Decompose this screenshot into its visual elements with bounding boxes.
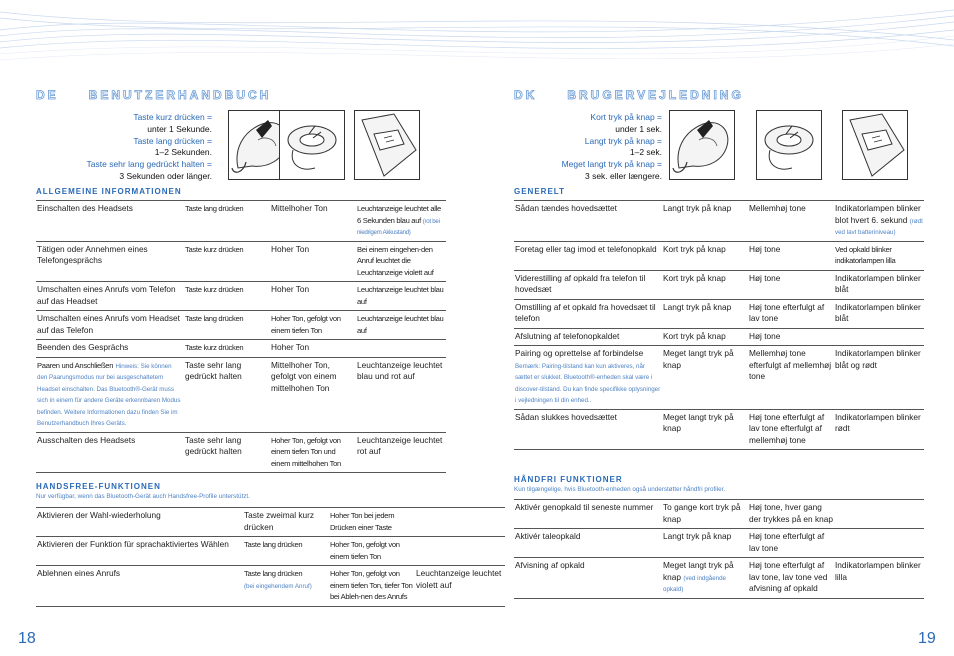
key-value: under 1 sek. (615, 123, 662, 134)
tone-cell: Høj tone (748, 328, 834, 346)
headset-illustration-3 (354, 110, 420, 180)
function-cell: Ablehnen eines Anrufs (36, 566, 243, 607)
indicator-cell: Indikatorlampen blinker blåt (834, 299, 924, 328)
action-cell: Taste kurz drücken (184, 340, 270, 358)
indicator-cell (834, 328, 924, 346)
indicator-cell: Indikatorlampen blinker rødt (834, 409, 924, 450)
function-cell: Foretag eller tag imod et telefonopkald (514, 241, 662, 270)
section-heading-handsfree-de: HANDSFREE-FUNKTIONEN (36, 482, 161, 491)
tone-cell: Høj tone, hver gang der trykkes på en knap (748, 500, 834, 529)
action-cell: Taste kurz drücken (184, 241, 270, 282)
table-row (36, 357, 446, 432)
action-note: (ved indgående opkald) (663, 574, 726, 593)
action-cell (243, 566, 329, 607)
table-row (36, 432, 446, 473)
table-row (514, 409, 924, 450)
action-cell: Taste zweimal kurz drücken (243, 508, 329, 537)
indicator-cell (356, 340, 446, 358)
indicator-cell: Leuchtanzeige leuchtet blau und rot auf (356, 357, 446, 432)
page-number-right: 19 (918, 630, 936, 647)
handsfree-table-de (36, 507, 505, 607)
indicator-cell (415, 508, 505, 537)
function-cell: Aktivér genopkald til seneste nummer (514, 500, 662, 529)
tone-cell: Høj tone efterfulgt af lav tone (748, 529, 834, 558)
function-cell: Aktivieren der Funktion für sprachaktiviertes Wählen (36, 537, 243, 566)
action-cell: Langt tryk på knap (662, 299, 748, 328)
function-note: Hinweis: Sie können den Paarungsmodus nur bei ausgeschaltetem Headset einschalten. Das Bluetooth®-Gerät muss sich in einem für andere Geräte erkennbaren Modus befinden. Weitere Informationen dazu finden Sie im Benutzerhandbuch Ihres Geräts. (37, 362, 181, 427)
indicator-cell: Indikatorlampen blinker blåt (834, 270, 924, 299)
action-cell: To gange kort tryk på knap (662, 500, 748, 529)
page-dk (514, 0, 936, 656)
tone-cell: Høj tone (748, 241, 834, 270)
indicator-cell: Indikatorlampen blinker lilla (834, 558, 924, 599)
indicator-cell: Ved opkald blinker indikatorlampen lilla (834, 241, 924, 270)
indicator-text: Leuchtanzeige leuchtet alle 6 Sekunden blau auf (357, 204, 441, 225)
page-title-dk (514, 88, 744, 102)
indicator-text: Indikatorlampen blinker blot hvert 6. sekund (835, 203, 921, 225)
indicator-cell: Leuchtanzeige leuchtet rot auf (356, 432, 446, 473)
key-label: Taste sehr lang gedrückt halten = (86, 159, 212, 170)
indicator-cell (415, 537, 505, 566)
table-row (514, 346, 924, 410)
table-row (36, 340, 446, 358)
action-cell (662, 558, 748, 599)
lang-code: DK (514, 88, 538, 102)
action-cell: Taste sehr lang gedrückt halten (184, 357, 270, 432)
function-text: Paaren und Anschließen (37, 360, 114, 370)
key-value: 3 sek. eller længere. (584, 170, 662, 181)
function-cell: Sådan tændes hovedsættet (514, 201, 662, 242)
action-note: (bei eingehendem Anruf) (244, 582, 312, 590)
tone-cell: Hoher Ton, gefolgt von einem tiefen Ton (270, 311, 356, 340)
tone-cell: Hoher Ton, gefolgt von einem tiefen Ton und einem mittelhohen Ton (270, 432, 356, 473)
function-cell: Beenden des Gesprächs (36, 340, 184, 358)
indicator-cell: Leuchtanzeige leuchtet blau auf (356, 282, 446, 311)
action-cell: Taste lang drücken (184, 311, 270, 340)
tone-cell: Mellemhøj tone efterfulgt af mellemhøj tone (748, 346, 834, 410)
page-title-de (36, 88, 271, 102)
key-label: Meget langt tryk på knap = (561, 159, 662, 170)
tone-cell: Mittelhoher Ton, gefolgt von einem mittelhohen Ton (270, 357, 356, 432)
page-de (18, 0, 502, 656)
action-cell: Meget langt tryk på knap (662, 346, 748, 410)
tone-cell: Hoher Ton (270, 340, 356, 358)
tone-cell: Hoher Ton bei jedem Drücken einer Taste (329, 508, 415, 537)
table-row (36, 537, 505, 566)
headset-illustration-1 (669, 110, 735, 180)
handsfree-note-dk: Kun tilgængelige, hvis Bluetooth-enheden også understøtter håndfri profiler. (514, 486, 726, 493)
action-cell: Taste kurz drücken (184, 282, 270, 311)
tone-cell: Hoher Ton, gefolgt von einem tiefen Ton (329, 537, 415, 566)
function-text: Pairing og oprettelse af forbindelse (515, 348, 644, 358)
function-cell: Einschalten des Headsets (36, 201, 184, 242)
general-table-dk (514, 200, 924, 450)
table-row (36, 282, 446, 311)
action-text: Taste lang drücken (244, 569, 303, 578)
indicator-cell: Indikatorlampen blinker blåt og rødt (834, 346, 924, 410)
action-cell: Langt tryk på knap (662, 201, 748, 242)
key-label: Langt tryk på knap = (584, 135, 662, 146)
table-row (514, 328, 924, 346)
indicator-cell (356, 201, 446, 242)
table-row (514, 500, 924, 529)
key-value: 3 Sekunden oder länger. (119, 170, 212, 181)
headset-illustration-2 (279, 110, 345, 180)
tone-cell: Høj tone (748, 270, 834, 299)
function-cell: Omstilling af et opkald fra hovedsæt til telefon (514, 299, 662, 328)
tone-cell: Høj tone efterfulgt af lav tone, lav tone ved afvisning af opkald (748, 558, 834, 599)
headset-illustration-3 (842, 110, 908, 180)
key-value: unter 1 Sekunde. (147, 123, 212, 134)
tone-cell: Hoher Ton, gefolgt von einem tiefen Ton, tiefer Ton bei Ableh-nen des Anrufs (329, 566, 415, 607)
indicator-cell (834, 201, 924, 242)
indicator-note: (rødt ved lavt batteriniveau) (835, 217, 923, 236)
table-row (514, 299, 924, 328)
key-value: 1–2 Sekunden. (154, 147, 212, 158)
tone-cell: Høj tone efterfulgt af lav tone (748, 299, 834, 328)
function-cell: Tätigen oder Annehmen eines Telefongesprächs (36, 241, 184, 282)
general-table-de (36, 200, 446, 473)
table-row (36, 566, 505, 607)
action-cell: Kort tryk på knap (662, 328, 748, 346)
action-cell: Taste lang drücken (243, 537, 329, 566)
table-row (36, 311, 446, 340)
headset-illustration-2 (756, 110, 822, 180)
table-row (36, 241, 446, 282)
key-label: Taste kurz drücken = (133, 112, 212, 122)
tone-cell: Mittelhoher Ton (270, 201, 356, 242)
function-cell: Umschalten eines Anrufs vom Telefon auf das Headset (36, 282, 184, 311)
key-label: Taste lang drücken = (133, 135, 212, 146)
indicator-cell: Bei einem eingehen-den Anruf leuchtet die Leuchtanzeige violett auf (356, 241, 446, 282)
function-cell: Ausschalten des Headsets (36, 432, 184, 473)
function-cell: Sådan slukkes hovedsættet (514, 409, 662, 450)
table-row (36, 508, 505, 537)
function-cell (36, 357, 184, 432)
table-row (514, 270, 924, 299)
key-value: 1–2 sek. (629, 147, 662, 158)
table-row (514, 201, 924, 242)
title-text: BENUTZERHANDBUCH (88, 88, 272, 102)
table-row (514, 529, 924, 558)
function-cell (514, 346, 662, 410)
table-row (514, 558, 924, 599)
tone-cell: Hoher Ton (270, 282, 356, 311)
section-heading-general-dk: GENERELT (514, 187, 565, 196)
indicator-note: (rot bei niedrigem Akkustand) (357, 217, 440, 236)
key-legend-de (87, 112, 212, 183)
indicator-cell (834, 529, 924, 558)
table-row (514, 241, 924, 270)
action-cell: Taste sehr lang gedrückt halten (184, 432, 270, 473)
function-cell: Afslutning af telefonopkaldet (514, 328, 662, 346)
section-heading-handsfree-dk: HÅNDFRI FUNKTIONER (514, 475, 623, 484)
function-cell: Viderestilling af opkald fra telefon til hovedsæt (514, 270, 662, 299)
tone-cell: Hoher Ton (270, 241, 356, 282)
function-cell: Umschalten eines Anrufs vom Headset auf das Telefon (36, 311, 184, 340)
handsfree-table-dk (514, 499, 924, 599)
lang-code: DE (36, 88, 59, 102)
key-label: Kort tryk på knap = (590, 112, 662, 122)
action-cell: Kort tryk på knap (662, 241, 748, 270)
handsfree-note-de: Nur verfügbar, wenn das Bluetooth-Gerät auch Handsfree-Profile unterstützt. (36, 493, 250, 500)
section-heading-general-de: ALLGEMEINE INFORMATIONEN (36, 187, 182, 196)
action-cell: Langt tryk på knap (662, 529, 748, 558)
indicator-cell: Leuchtanzeige leuchtet blau auf (356, 311, 446, 340)
action-cell: Meget langt tryk på knap (662, 409, 748, 450)
function-cell: Afvisning af opkald (514, 558, 662, 599)
action-cell: Kort tryk på knap (662, 270, 748, 299)
title-text: BRUGERVEJLEDNING (567, 88, 744, 102)
action-cell: Taste lang drücken (184, 201, 270, 242)
indicator-cell (834, 500, 924, 529)
table-row (36, 201, 446, 242)
action-text: Meget langt tryk på knap (663, 560, 734, 582)
indicator-cell: Leuchtanzeige leuchtet violett auf (415, 566, 505, 607)
function-note: Bemærk: Pairing-tilstand kan kun aktiveres, når sættet er slukket. Bluetooth®-enheden skal være i discover-tilstand. Du kan finde specifikke oplysninger i vejledningen til din enhed.. (515, 362, 661, 404)
key-legend-dk (562, 112, 662, 183)
function-cell: Aktivieren der Wahl-wiederholung (36, 508, 243, 537)
page-number-left: 18 (18, 630, 36, 647)
function-cell: Aktivér taleopkald (514, 529, 662, 558)
tone-cell: Høj tone efterfulgt af lav tone efterfulgt af mellemhøj tone (748, 409, 834, 450)
tone-cell: Mellemhøj tone (748, 201, 834, 242)
